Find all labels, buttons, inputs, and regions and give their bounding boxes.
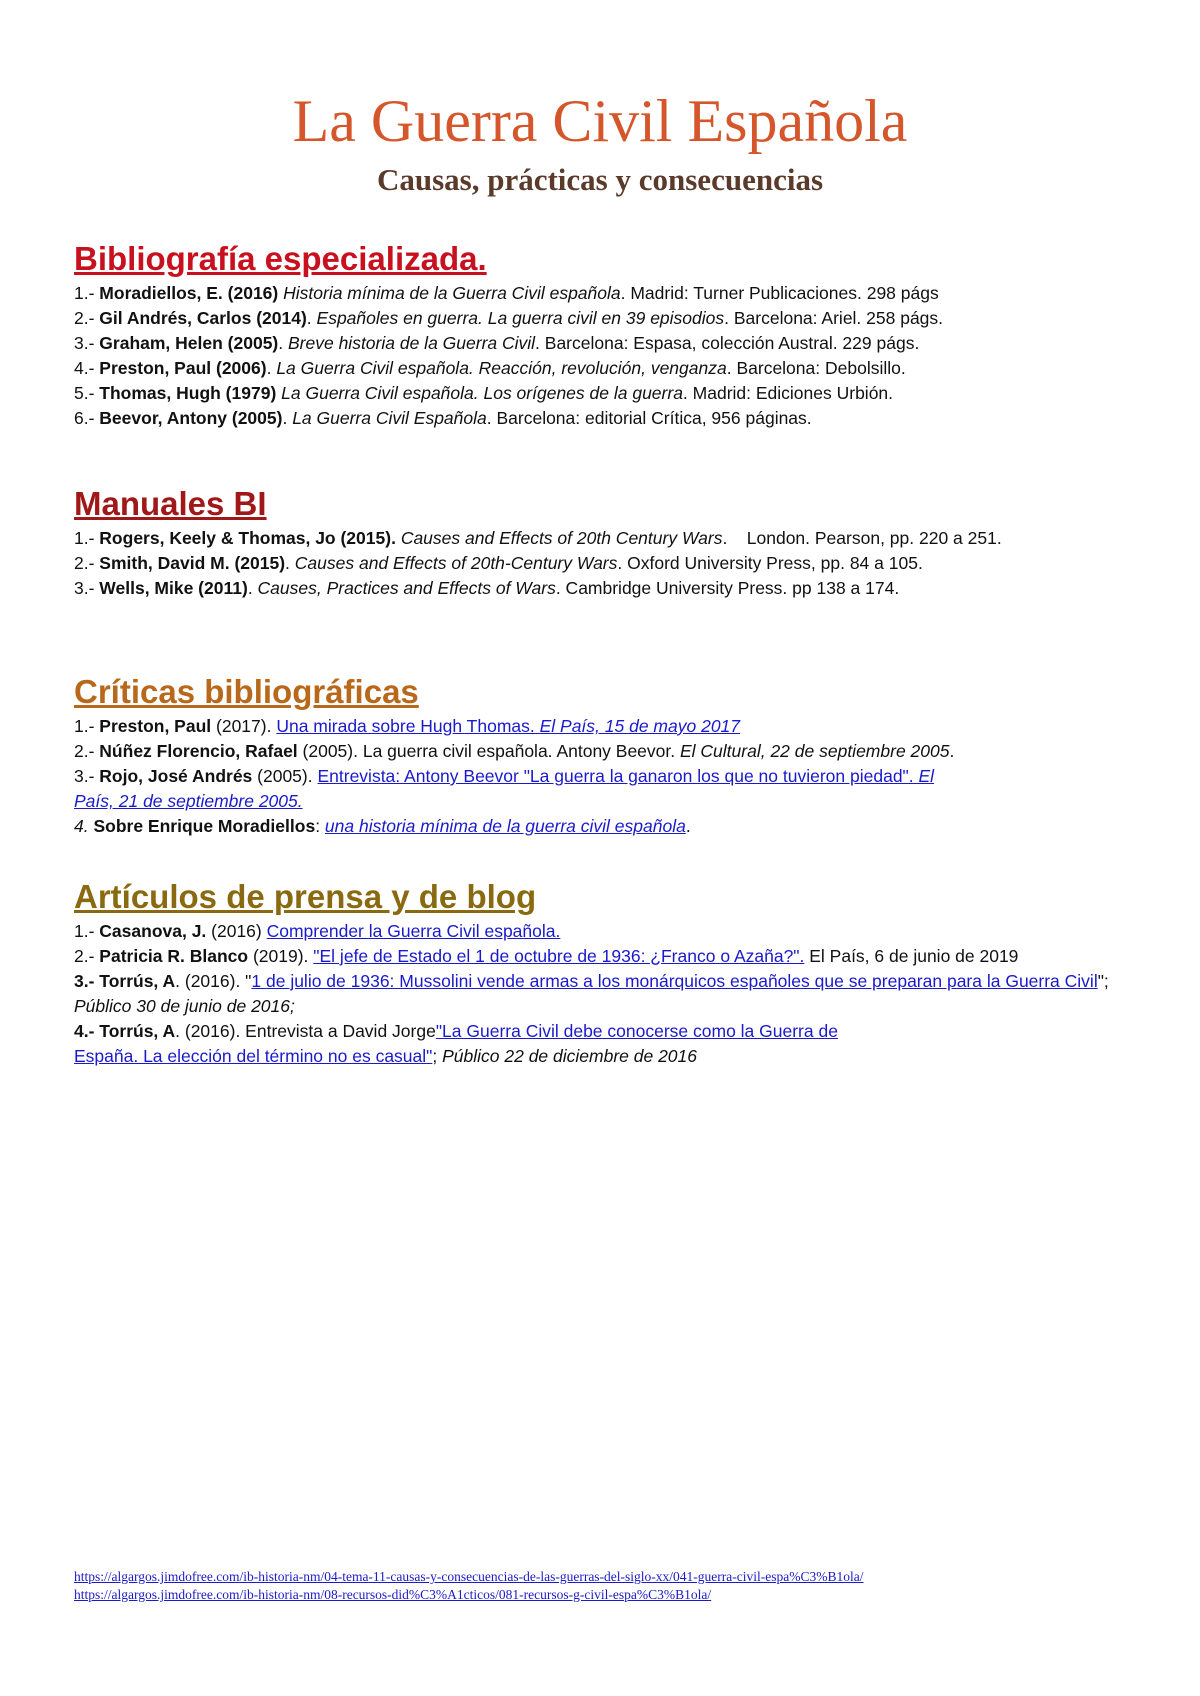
section-criticas <box>74 672 1154 839</box>
list-item: 3.- Graham, Helen (2005). Breve historia de la Guerra Civil. Barcelona: Espasa, colección Austral. 229 págs. <box>74 333 920 353</box>
footer-url-link[interactable]: https://algargos.jimdofree.com/ib-historia-nm/08-recursos-did%C3%A1cticos/081-recursos-g-civil-espa%C3%B1ola/ <box>74 1587 712 1602</box>
list-item: 2.- Núñez Florencio, Rafael (2005). La guerra civil española. Antony Beevor. El Cultural, 22 de septiembre 2005. <box>74 741 955 761</box>
section-manuales <box>74 484 1154 601</box>
list-item: 6.- Beevor, Antony (2005). La Guerra Civil Española. Barcelona: editorial Crítica, 956 páginas. <box>74 408 812 428</box>
document-subtitle: Causas, prácticas y consecuencias <box>376 162 824 197</box>
section-articulos <box>74 877 1154 1069</box>
title-block <box>0 86 1200 200</box>
section-bibliografia <box>74 239 1154 431</box>
list-item: 2.- Smith, David M. (2015). Causes and Effects of 20th-Century Wars. Oxford University Press, pp. 84 a 105. <box>74 553 923 573</box>
section-heading: Críticas bibliográficas <box>74 673 419 710</box>
document-title: La Guerra Civil Española <box>292 88 908 154</box>
article-link[interactable]: Comprender la Guerra Civil española. <box>266 921 561 941</box>
list-item: 4.- Torrús, A. (2016). Entrevista a David Jorge"La Guerra Civil debe conocerse como la Guerra de España. La elección del término no es casual"; Público 22 de diciembre de 2016 <box>74 1021 838 1066</box>
list-item: 2.- Patricia R. Blanco (2019). "El jefe de Estado el 1 de octubre de 1936: ¿Franco o Azaña?". El País, 6 de junio de 2019 <box>74 946 1019 966</box>
list-item: 2.- Gil Andrés, Carlos (2014). Españoles en guerra. La guerra civil en 39 episodios. Barcelona: Ariel. 258 págs. <box>74 308 944 328</box>
list-item: 1.- Rogers, Keely & Thomas, Jo (2015). Causes and Effects of 20th Century Wars. London. Pearson, pp. 220 a 251. <box>74 528 1002 548</box>
article-link[interactable]: una historia mínima de la guerra civil española <box>324 816 686 836</box>
list-item: 4. Sobre Enrique Moradiellos: una historia mínima de la guerra civil española. <box>74 816 691 836</box>
list-item: 1.- Moradiellos, E. (2016) Historia mínima de la Guerra Civil española. Madrid: Turner Publicaciones. 298 págs <box>74 283 939 303</box>
article-link[interactable]: Entrevista: Antony Beevor "La guerra la ganaron los que no tuvieron piedad". El País, 21 de septiembre 2005. <box>74 766 935 811</box>
section-heading: Artículos de prensa y de blog <box>74 878 537 915</box>
article-link[interactable]: Una mirada sobre Hugh Thomas. El País, 15 de mayo 2017 <box>276 716 741 736</box>
section-heading: Manuales BI <box>74 485 267 522</box>
article-link[interactable]: 1 de julio de 1936: Mussolini vende armas a los monárquicos españoles que se preparan para la Guerra Civil <box>251 971 1098 991</box>
list-item: 1.- Preston, Paul (2017). Una mirada sobre Hugh Thomas. El País, 15 de mayo 2017 <box>74 716 741 736</box>
list-item: 5.- Thomas, Hugh (1979) La Guerra Civil española. Los orígenes de la guerra. Madrid: Ediciones Urbión. <box>74 383 894 403</box>
footer-url-link[interactable]: https://algargos.jimdofree.com/ib-historia-nm/04-tema-11-causas-y-consecuencias-de-las-guerras-del-siglo-xx/041-guerra-civil-espa%C3%B1ola/ <box>74 1569 864 1584</box>
section-heading: Bibliografía especializada. <box>74 240 487 277</box>
list-item: 4.- Preston, Paul (2006). La Guerra Civil española. Reacción, revolución, venganza. Barcelona: Debolsillo. <box>74 358 906 378</box>
list-item: 1.- Casanova, J. (2016) Comprender la Guerra Civil española. <box>74 921 561 941</box>
list-item: 3.- Wells, Mike (2011). Causes, Practices and Effects of Wars. Cambridge University Press. pp 138 a 174. <box>74 578 900 598</box>
list-item: 3.- Torrús, A. (2016). "1 de julio de 1936: Mussolini vende armas a los monárquicos españoles que se preparan para la Guerra Civil"; Público 30 de junio de 2016; <box>74 971 1109 1016</box>
article-link[interactable]: "La Guerra Civil debe conocerse como la Guerra de España. La elección del término no es casual" <box>74 1021 838 1066</box>
list-item: 3.- Rojo, José Andrés (2005). Entrevista: Antony Beevor "La guerra la ganaron los que no tuvieron piedad". El País, 21 de septiembre 2005. <box>74 766 935 811</box>
footer-links <box>74 1568 864 1604</box>
article-link[interactable]: "El jefe de Estado el 1 de octubre de 1936: ¿Franco o Azaña?". <box>313 946 805 966</box>
